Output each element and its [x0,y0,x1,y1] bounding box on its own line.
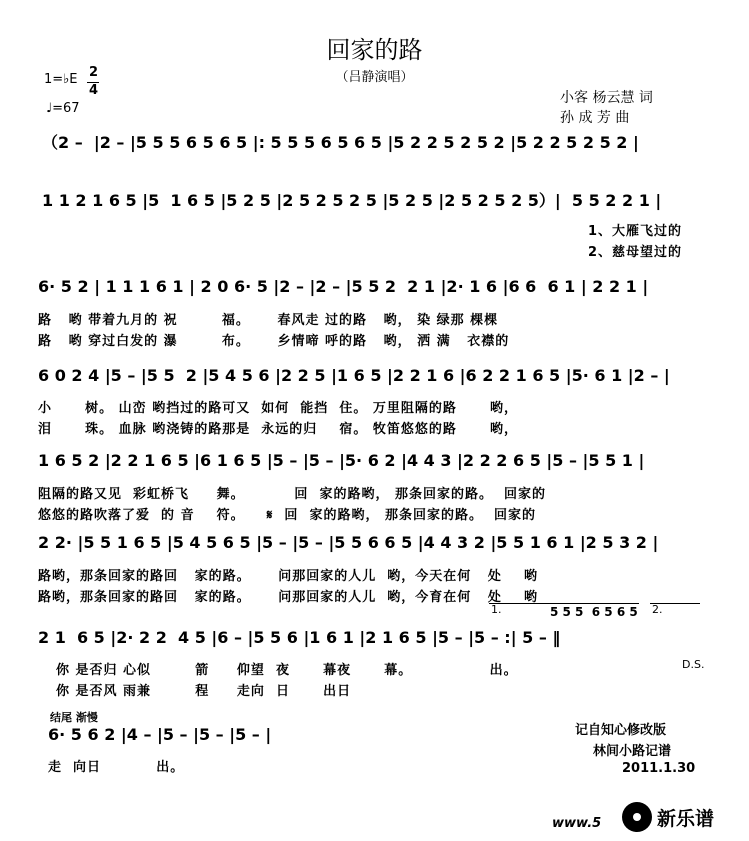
lyric-row-3-verse-1: 路 哟 带着九月的 祝 福。 春风走 过的路 哟， 染 绿那 棵棵 [38,313,499,328]
volta-1-bracket [489,603,639,604]
composer-credit: 孙 成 芳 曲 [560,110,630,126]
notation-row-7: 2 1 6 5 |2· 2 2 4 5 |6 – |5 5 6 |1 6 1 |2 1 6 5 |5 – |5 – :| 5 – ‖ [38,628,561,647]
volta-1-label: 1. [491,603,502,616]
lyric-row-5-verse-1: 阻隔的路又见 彩虹桥飞 舞。 回 家的路哟， 那条回家的路。 回家的 [38,487,547,502]
lyric-row-6-verse-2: 路哟，那条回家的路回 家的路。 问那回家的人儿 哟，今育在何 处 哟 [38,590,538,605]
notation-row-1: （2 – |2 – |5 5 5 6 5 6 5 |: 5 5 5 6 5 6 5 |5 2 2 5 2 5 2 |5 2 2 5 2 5 2 | [42,133,639,152]
footer-date: 2011.1.30 [622,761,696,776]
lyric-row-3-verse-2: 路 哟 穿过白发的 瀑 布。 乡情啼 呼的路 哟， 洒 满 衣襟的 [38,334,510,349]
time-sig-bottom: 4 [89,83,99,98]
lyric-row-5-verse-2: 悠悠的路吹落了爱 的 音 符。 𝄋 回 家的路哟， 那条回家的路。 回家的 [38,508,537,523]
volta-pickup-notes: 5 5 5 6 5 6 5 [550,605,638,619]
lyric-row-7-verse-1: 你 是否归 心似 箭 仰望 夜 幕夜 幕。 出。 [56,663,518,678]
key-signature: 1=♭E [44,72,78,87]
notation-row-2: 1 1 2 1 6 5 |5 1 6 5 |5 2 5 |2 5 2 5 2 5 |5 2 5 |2 5 2 5 2 5）| 5 5 2 2 1 | [42,191,662,210]
notation-row-3: 6· 5 2 | 1 1 1 6 1 | 2 0 6· 5 |2 – |2 – |5 5 2 2 1 |2· 1 6 |6 6 6 1 | 2 2 1 | [38,277,649,296]
lyric-row-2-verse-1: 1、大雁飞过的 [588,224,683,239]
volta-2-label: 2. [652,603,663,616]
footer-note-2: 林间小路记谱 [593,744,672,759]
lyric-row-4-verse-2: 泪 珠。 血脉 哟浇铸的路那是 永远的归 宿。 牧笛悠悠的路 哟， [38,422,519,437]
ending-label: 结尾 渐慢 [50,711,98,724]
notation-row-5: 1 6 5 2 |2 2 1 6 5 |6 1 6 5 |5 – |5 – |5· 6 2 |4 4 3 |2 2 2 6 5 |5 – |5 5 1 | [38,451,645,470]
lyric-row-2-verse-2: 2、慈母望过的 [588,245,683,260]
lyricist-credit: 小客 杨云慧 词 [560,90,653,106]
lyric-row-6-verse-1: 路哟，那条回家的路回 家的路。 问那回家的人儿 哟，今天在何 处 哟 [38,569,538,584]
tempo-marking: ♩=67 [46,101,80,116]
time-sig-top: 2 [89,65,99,80]
song-title: 回家的路 [326,36,423,64]
disc-icon [622,802,652,832]
brand-logo [622,802,714,832]
brand-name: 新乐谱 [657,807,715,830]
footer-note-1: 记自知心修改版 [575,723,667,738]
lyric-row-8-verse-1: 走 向日 出。 [48,760,185,775]
ds-marking: D.S. [682,658,705,671]
lyric-row-4-verse-1: 小 树。 山峦 哟挡过的路可又 如何 能挡 住。 万里阻隔的路 哟， [38,401,519,416]
volta-2-bracket [650,603,700,604]
lyric-row-7-verse-2: 你 是否风 雨兼 程 走向 日 出日 [56,684,352,699]
song-subtitle: （吕静演唱） [335,70,414,85]
notation-row-6: 2 2· |5 5 1 6 5 |5 4 5 6 5 |5 – |5 – |5 5 6 6 5 |4 4 3 2 |5 5 1 6 1 |2 5 3 2 | [38,533,659,552]
website-watermark: www.5 [552,816,602,831]
notation-row-8: 6· 5 6 2 |4 – |5 – |5 – |5 – | [48,725,272,744]
notation-row-4: 6 0 2 4 |5 – |5 5 2 |5 4 5 6 |2 2 5 |1 6 5 |2 2 1 6 |6 2 2 1 6 5 |5· 6 1 |2 – | [38,366,670,385]
